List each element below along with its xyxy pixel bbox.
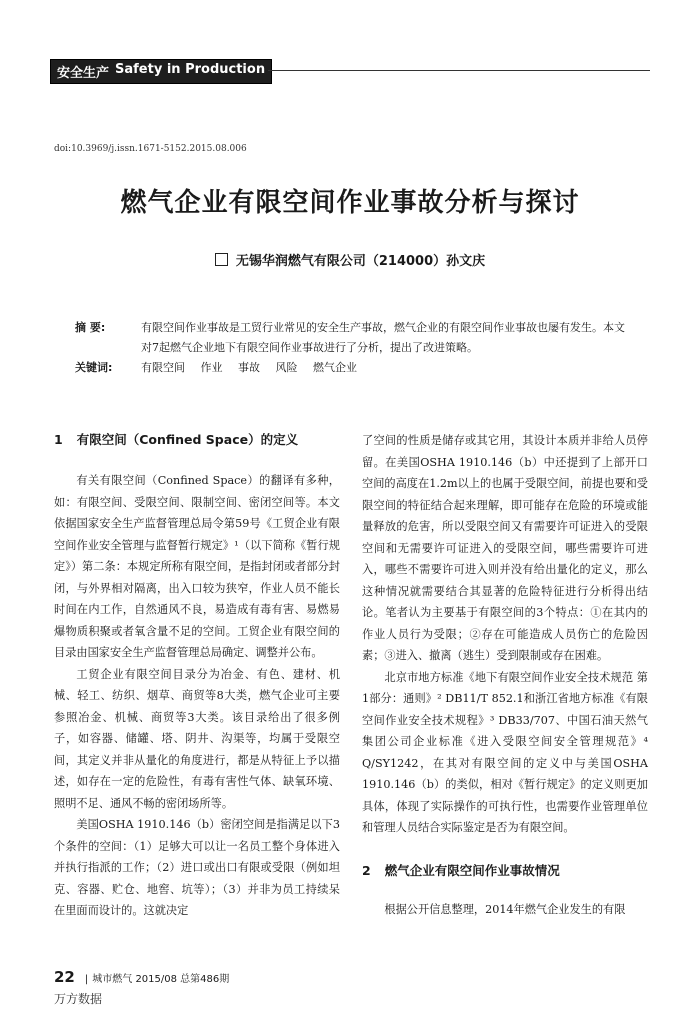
header-rule: [268, 70, 650, 71]
paragraph: 有关有限空间（Confined Space）的翻译有多种，如：有限空间、受限空间、限制空间、密闭空间等。本文依据国家安全生产监督管理总局令第59号《工贸企业有限空间作业安全管理与监督暂行规定》¹（以下简称《暂行规定》）第二条：本规定所称有限空间，是指封闭或者部分封闭，与外界相对隔离，出入口较为狭窄，作业人员不能长时间在内工作，自然通风不良，易造成有毒有害、易燃易爆物质积聚或者氧含量不足的空间。工贸企业有限空间的目录由国家安全生产监督管理总局确定、调整并公布。: [54, 474, 340, 659]
page-footer: 22 | 城市燃气 2015/08 总第486期: [54, 968, 230, 986]
section-2-heading: [362, 861, 648, 881]
page-number: 22: [54, 968, 75, 986]
paragraph: 美国OSHA 1910.146（b）密闭空间是指满足以下3个条件的空间：（1）足够大可以让一名员工整个身体进入并执行指派的工作；（2）进口或出口有限或受限（例如坦克、容器、贮仓、地窖、坑等）；（3）并非为员工持续呆在里面而设计的。这就决定: [54, 818, 340, 917]
section-header-box: [50, 59, 272, 84]
keywords-label: 关键词:: [75, 361, 113, 374]
section-1-heading: [54, 430, 340, 450]
section-2-number: 2: [362, 862, 371, 878]
section-header: [50, 60, 272, 82]
abstract-label: 摘 要:: [75, 321, 106, 334]
keywords-list: [141, 358, 635, 378]
section-1-title: 有限空间（Confined Space）的定义: [76, 432, 299, 447]
article-title: 燃气企业有限空间作业事故分析与探讨: [120, 188, 580, 218]
author-line: [0, 250, 700, 269]
header-en: Safety in Production: [115, 61, 266, 77]
keyword: 有限空间: [141, 361, 185, 374]
doi: doi:10.3969/j.issn.1671-5152.2015.08.006: [54, 144, 247, 154]
paragraph: 北京市地方标准《地下有限空间作业安全技术规范 第1部分：通则》² DB11/T 852.1和浙江省地方标准《有限空间作业安全技术规程》³ DB33/707、中国石油天然气集团公司企业标准《进入受限空间安全管理规范》⁴ Q/SY1242，在其对有限空间的定义中与美国OSHA 1910.146（b）的类似，相对《暂行规定》的定义则更加具体，体现了实际操作的可执行性，也需要作业管理单位和管理人员结合实际鉴定是否为有限空间。: [362, 670, 648, 834]
keyword: 风险: [275, 361, 298, 374]
paragraph-continued: 了空间的性质是储存或其它用，其设计本质并非给人员停留。在美国OSHA 1910.146（b）中还提到了上部开口空间的高度在1.2m以上的也属于受限空间，前提也要和受限空间的特征结合起来理解，即可能存在危险的环境或能量释放的危害，所以受限空间又有需要许可证进入的受限空间和无需要许可证进入的受限空间，哪些需要许可进入，哪些不需要许可进入则并没有给出量化的定义，那么这种情况就需要结合其显著的危险特征进行分析得出结论。笔者认为主要基于有限空间的3个特点：①在其内的作业人员行为受限；②存在可能造成人员伤亡的危险因素；③进入、撤离（逃生）受到限制或存在困难。: [362, 434, 648, 662]
abstract-block: [75, 318, 635, 378]
paragraph: 根据公开信息整理，2014年燃气企业发生的有限: [384, 902, 626, 916]
keyword: 事故: [238, 361, 260, 374]
header-cn: 安全生产: [57, 65, 110, 81]
section-2-title: 燃气企业有限空间作业事故情况: [384, 862, 560, 878]
paragraph: 工贸企业有限空间目录分为冶金、有色、建材、机械、轻工、纺织、烟草、商贸等8大类，燃气企业可主要参照冶金、机械、商贸等3大类。该目录给出了很多例子，如容器、储罐、塔、阴井、沟渠等，均属于受限空间，其定义并非从量化的角度进行，都是从特征上予以描述，如存在一定的危险性，有毒有害性气体、缺氧环境、照明不足、通风不畅的密闭场所等。: [54, 667, 340, 810]
abstract-text: 有限空间作业事故是工贸行业常见的安全生产事故，燃气企业的有限空间作业事故也屡有发生。本文对7起燃气企业地下有限空间作业事故进行了分析，提出了改进策略。: [141, 321, 625, 354]
section-1-number: 1: [54, 432, 63, 447]
right-column: [362, 430, 648, 920]
author-text: 无锡华润燃气有限公司（214000）孙文庆: [235, 254, 486, 269]
keyword: 燃气企业: [313, 361, 357, 374]
square-bullet-icon: [215, 253, 228, 266]
keyword: 作业: [200, 361, 223, 374]
wanfang-watermark: 万方数据: [54, 992, 103, 1006]
left-column: [54, 430, 340, 922]
journal-name: 城市燃气: [92, 974, 133, 985]
issue-info: 2015/08 总第486期: [135, 974, 230, 985]
